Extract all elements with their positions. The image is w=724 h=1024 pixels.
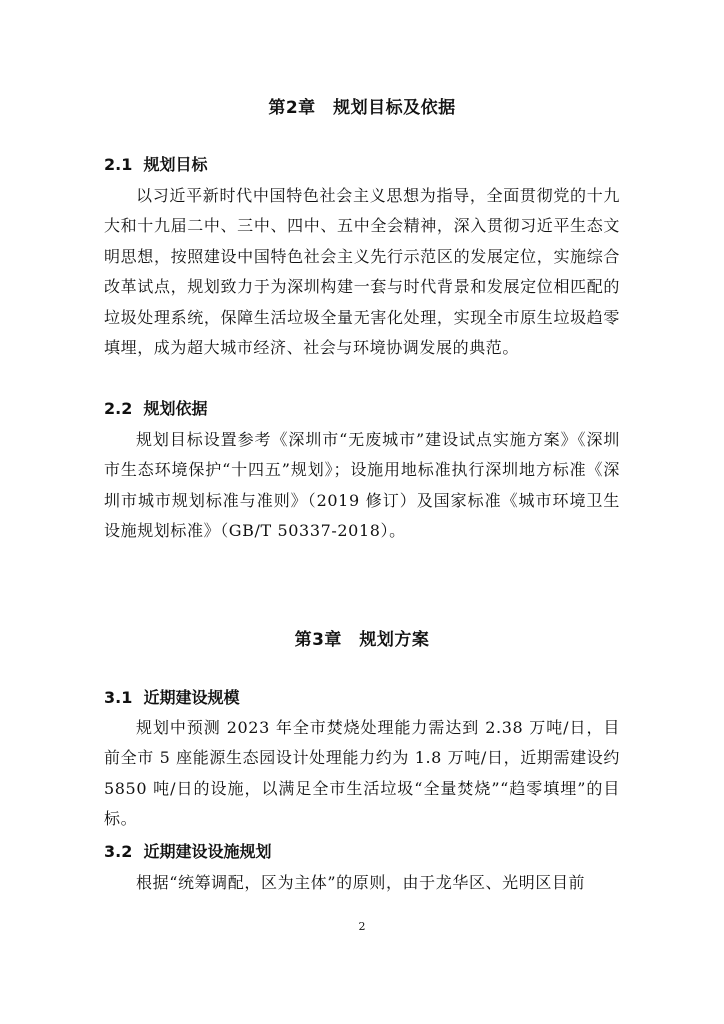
section-3-1-body: 规划中预测 2023 年全市焚烧处理能力需达到 2.38 万吨/日，目前全市 5 座能源生态园设计处理能力约为 1.8 万吨/日，近期需建设约 5850 吨/日的设施，以满足全市生活垃圾“全量焚烧”“趋零填埋”的目标。 xyxy=(104,718,620,829)
section-3-1-heading: 3.1 近期建设规模 xyxy=(104,688,240,707)
section-2-1-heading: 2.1 规划目标 xyxy=(104,155,208,174)
chapter-3-title: 第3章 规划方案 xyxy=(294,630,430,650)
section-2-2-heading: 2.2 规划依据 xyxy=(104,399,208,418)
section-2-2-body: 规划目标设置参考《深圳市“无废城市”建设试点实施方案》《深圳市生态环境保护“十四五”规划》；设施用地标准执行深圳地方标准《深圳市城市规划标准与准则》（2019 修订）及国家标准《城市环境卫生设施规划标准》（GB/T 50337-2018）。 xyxy=(104,430,620,541)
section-3-2-body: 根据“统筹调配，区为主体”的原则，由于龙华区、光明区目前 xyxy=(136,873,586,892)
chapter-2-title: 第2章 规划目标及依据 xyxy=(268,98,456,118)
section-2-1-body: 以习近平新时代中国特色社会主义思想为指导，全面贯彻党的十九大和十九届二中、三中、四中、五中全会精神，深入贯彻习近平生态文明思想，按照建设中国特色社会主义先行示范区的发展定位，实施综合改革试点，规划致力于为深圳构建一套与时代背景和发展定位相匹配的垃圾处理系统，保障生活垃圾全量无害化处理，实现全市原生垃圾趋零填埋，成为超大城市经济、社会与环境协调发展的典范。 xyxy=(104,186,620,358)
section-3-2-heading: 3.2 近期建设设施规划 xyxy=(104,842,272,861)
page-number: 2 xyxy=(358,920,366,933)
